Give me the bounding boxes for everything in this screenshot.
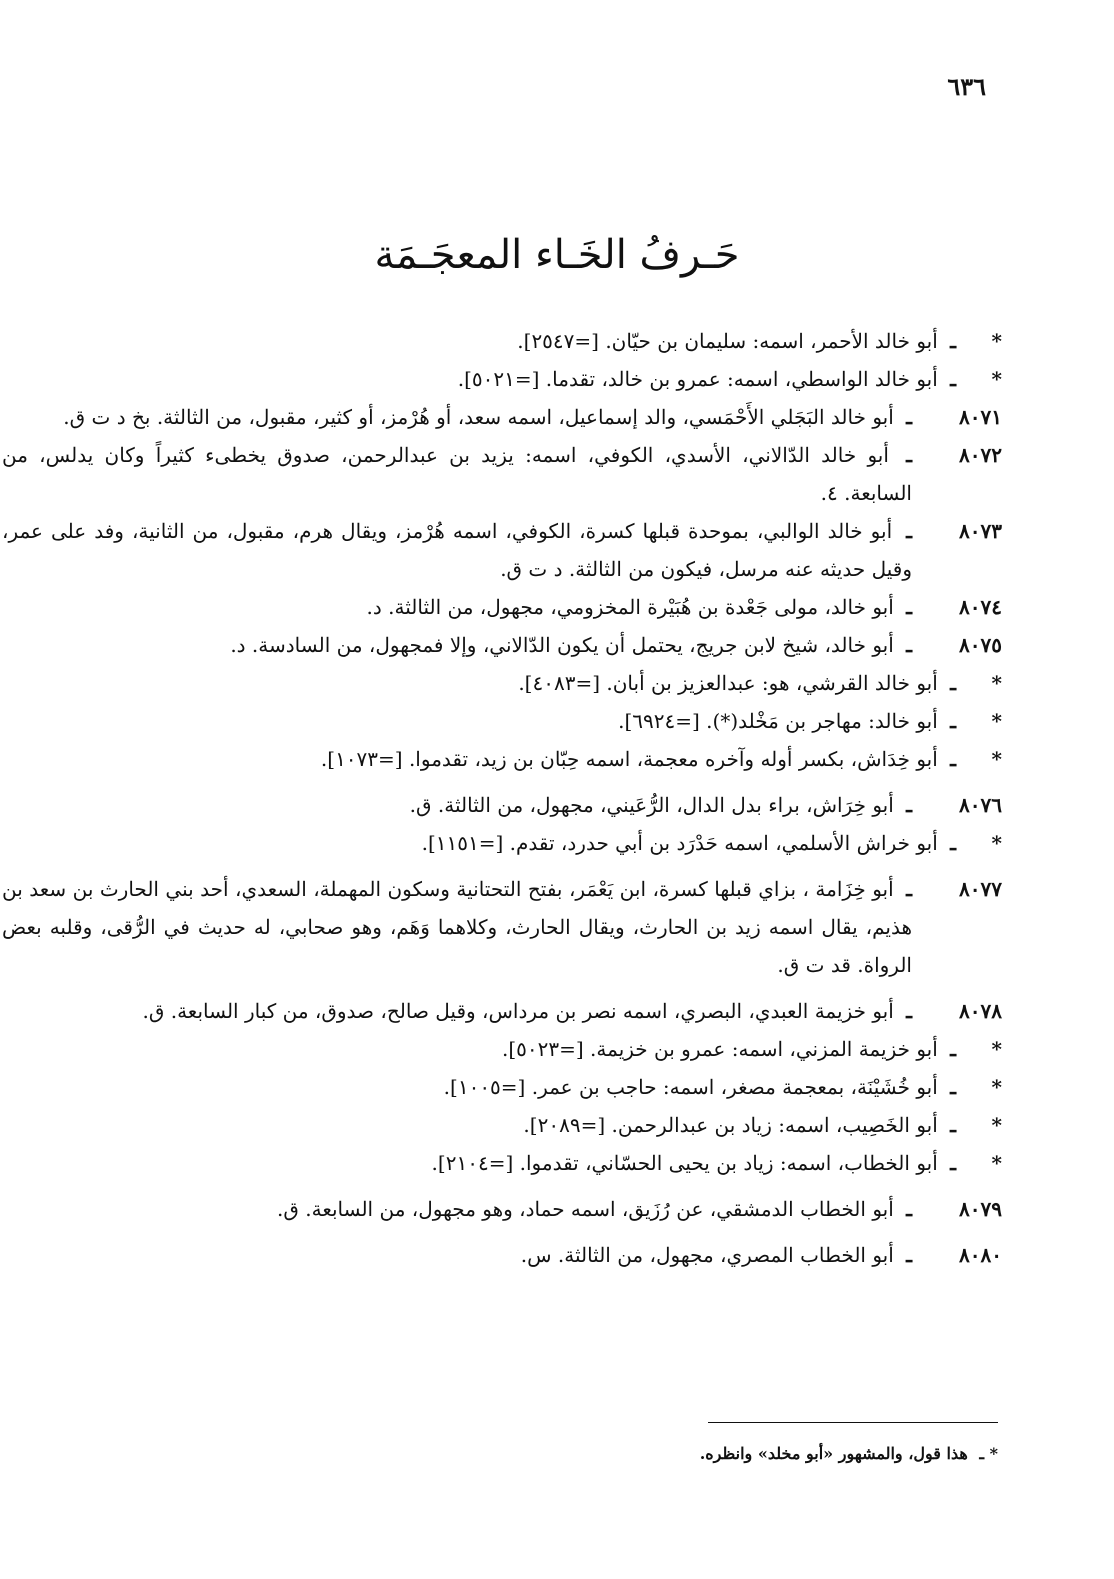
entry-text: أبو خالد الواسطي، اسمه: عمرو بن خالد، تقدما. [=٥٠٢١]. [457, 367, 938, 391]
star-icon: * [991, 329, 1002, 353]
entry-text: أبو خالد الأحمر، اسمه: سليمان بن حيّان. [=٢٥٤٧]. [517, 329, 938, 353]
entry-text: أبو الخطاب الدمشقي، عن رُزَيق، اسمه حماد، وهو مجهول، من السابعة. ق. [277, 1197, 894, 1221]
entry-cross-reference [2, 1144, 1002, 1182]
entry-numbered [2, 870, 1002, 984]
entry-text: أبو خِرَاش، براء بدل الدال، الرُّعَيني، مجهول، من الثالثة. ق. [409, 793, 894, 817]
dash-mark: ـ [906, 443, 912, 467]
dash-mark: ـ [950, 1113, 956, 1137]
star-icon: * [991, 1151, 1002, 1175]
entry-number: ٨٠٧٦ [959, 793, 1002, 817]
entry-number: ٨٠٧٣ [959, 519, 1002, 543]
entry-numbered [2, 512, 1002, 588]
entry-cross-reference [2, 664, 1002, 702]
dash-mark: ـ [906, 1243, 912, 1267]
dash-mark: ـ [950, 329, 956, 353]
star-icon: * [991, 1075, 1002, 1099]
entry-number: ٨٠٧١ [959, 405, 1002, 429]
dash-mark: ـ [950, 1151, 956, 1175]
star-icon: * [991, 747, 1002, 771]
entry-text: أبو خزيمة العبدي، البصري، اسمه نصر بن مرداس، وقيل صالح، صدوق، من كبار السابعة. ق. [142, 999, 894, 1023]
entry-number: ٨٠٧٤ [959, 595, 1002, 619]
entry-numbered [2, 588, 1002, 626]
entry-text: أبو خالد القرشي، هو: عبدالعزيز بن أبان. [=٤٠٨٣]. [518, 671, 938, 695]
dash-mark: ـ [950, 671, 956, 695]
entry-cross-reference [2, 322, 1002, 360]
entry-numbered [2, 398, 1002, 436]
dash-mark: ـ [950, 709, 956, 733]
entry-number: ٨٠٧٨ [959, 999, 1002, 1023]
dash-mark: ـ [906, 877, 912, 901]
dash-mark: ـ [950, 831, 956, 855]
entry-numbered [2, 992, 1002, 1030]
page-number: ٦٣٦ [947, 72, 986, 101]
star-icon: * [989, 1444, 998, 1463]
entries-list [2, 322, 1002, 1274]
dash-mark: ـ [906, 519, 912, 543]
entry-number: ٨٠٨٠ [959, 1243, 1002, 1267]
entry-number: ٨٠٧٥ [959, 633, 1002, 657]
dash-mark: ـ [950, 747, 956, 771]
star-icon: * [991, 831, 1002, 855]
entry-text: أبو خالد: مهاجر بن مَخْلد(*). [=٦٩٢٤]. [618, 709, 938, 733]
dash-mark: ـ [979, 1444, 985, 1463]
entry-numbered [2, 626, 1002, 664]
dash-mark: ـ [906, 595, 912, 619]
star-icon: * [991, 1113, 1002, 1137]
footnote [700, 1444, 998, 1463]
entry-numbered [2, 436, 1002, 512]
star-icon: * [991, 671, 1002, 695]
entry-text: أبو خالد، مولى جَعْدة بن هُبَيْرة المخزومي، مجهول، من الثالثة. د. [366, 595, 894, 619]
star-icon: * [991, 367, 1002, 391]
entry-cross-reference [2, 1068, 1002, 1106]
entry-number: ٨٠٧٩ [959, 1197, 1002, 1221]
entry-number: ٨٠٧٢ [959, 443, 1002, 467]
entry-cross-reference [2, 824, 1002, 862]
dash-mark: ـ [950, 367, 956, 391]
entry-text: أبو الخطاب، اسمه: زياد بن يحيى الحسّاني، تقدموا. [=٢١٠٤]. [431, 1151, 938, 1175]
dash-mark: ـ [906, 1197, 912, 1221]
footnote-divider [708, 1422, 998, 1423]
entry-cross-reference [2, 1030, 1002, 1068]
dash-mark: ـ [950, 1037, 956, 1061]
entry-text: أبو الخطاب المصري، مجهول، من الثالثة. س. [520, 1243, 894, 1267]
star-icon: * [991, 709, 1002, 733]
entry-text: أبو خُشَيْنَة، بمعجمة مصغر، اسمه: حاجب بن عمر. [=١٠٠٥]. [443, 1075, 938, 1099]
star-icon: * [991, 1037, 1002, 1061]
entry-cross-reference [2, 702, 1002, 740]
entry-numbered [2, 1236, 1002, 1274]
dash-mark: ـ [906, 405, 912, 429]
entry-text: أبو الخَصِيب، اسمه: زياد بن عبدالرحمن. [=٢٠٨٩]. [523, 1113, 938, 1137]
entry-numbered [2, 1190, 1002, 1228]
dash-mark: ـ [950, 1075, 956, 1099]
entry-text: أبو خراش الأسلمي، اسمه حَدْرَد بن أبي حدرد، تقدم. [=١١٥١]. [421, 831, 938, 855]
footnote-text: هذا قول، والمشهور «أبو مخلد» وانظره. [699, 1444, 968, 1463]
dash-mark: ـ [906, 633, 912, 657]
entry-cross-reference [2, 740, 1002, 778]
dash-mark: ـ [906, 999, 912, 1023]
entry-cross-reference [2, 360, 1002, 398]
entry-number: ٨٠٧٧ [959, 877, 1002, 901]
entry-text: أبو خِدَاش، بكسر أوله وآخره معجمة، اسمه حِبّان بن زيد، تقدموا. [=١٠٧٣]. [320, 747, 938, 771]
entry-text: أبو خِزَامة ، بزاي قبلها كسرة، ابن يَعْمَر، بفتح التحتانية وسكون المهملة، السعدي، أحد بني الحارث بن سعد بن هذيم، يقال اسمه زيد بن الحارث، ويقال الحارث، وكلاهما وَهَم، وهو صحابي، له حديث في الرُّقى، وقلبه بعض الرواة. قد ت ق. [2, 877, 912, 977]
entry-text: أبو خالد، شيخ لابن جريج، يحتمل أن يكون الدّالاني، وإلا فمجهول، من السادسة. د. [230, 633, 894, 657]
entry-text: أبو خالد الدّالاني، الأسدي، الكوفي، اسمه: يزيد بن عبدالرحمن، صدوق يخطىء كثيراً وكان يدلس، من السابعة. ٤. [2, 443, 912, 505]
entry-text: أبو خزيمة المزني، اسمه: عمرو بن خزيمة. [=٥٠٢٣]. [502, 1037, 938, 1061]
entry-text: أبو خالد البَجَلي الأَحْمَسي، والد إسماعيل، اسمه سعد، أو هُرْمز، أو كثير، مقبول، من الثالثة. بخ د ت ق. [63, 405, 894, 429]
chapter-title: حَـرفُ الخَـاء المعجَـمَة [374, 232, 740, 278]
entry-text: أبو خالد الوالبي، بموحدة قبلها كسرة، الكوفي، اسمه هُرْمز، ويقال هرم، مقبول، من الثانية، وفد على عمر، وقيل حديثه عنه مرسل، فيكون من الثالثة. د ت ق. [2, 519, 912, 581]
dash-mark: ـ [906, 793, 912, 817]
entry-cross-reference [2, 1106, 1002, 1144]
entry-numbered [2, 786, 1002, 824]
